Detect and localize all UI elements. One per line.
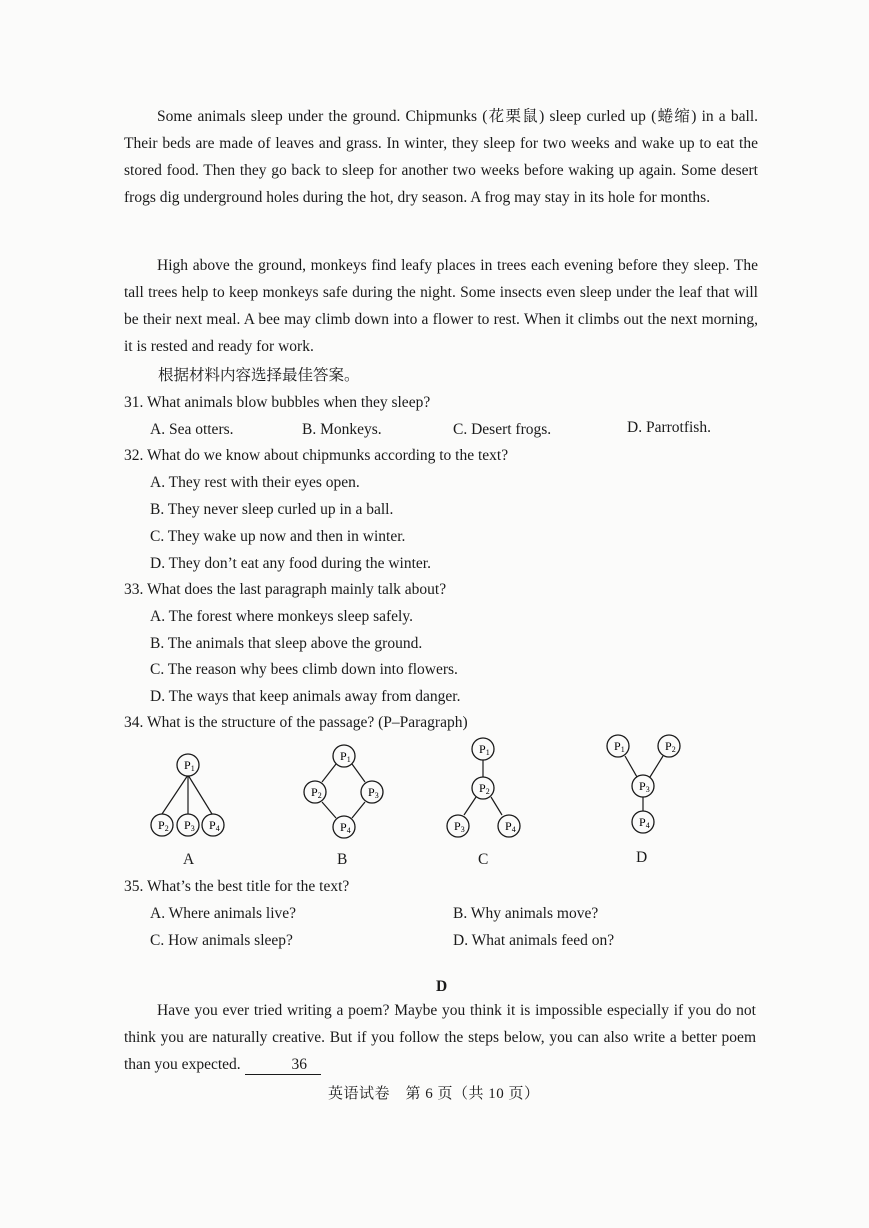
paragraph-node-label: P4 — [505, 819, 516, 834]
q31-option-b[interactable]: B. Monkeys. — [302, 421, 382, 438]
q35-option-d[interactable]: D. What animals feed on? — [453, 932, 615, 949]
connector-line — [650, 756, 663, 777]
question-33-stem: 33. What does the last paragraph mainly talk about? — [124, 581, 447, 598]
diagram-label-a: A — [183, 851, 195, 868]
connector-line — [322, 802, 336, 818]
passage-paragraph-1: Some animals sleep under the ground. Chipmunks (花栗鼠) sleep curled up (蜷缩) in a ball. Their beds are made of leaves and grass. In winter, they sleep for two weeks and wake up to eat the stored food. Then they go back to sleep for another two weeks before waking up again. Some desert frogs dig underground holes during the hot, dry season. A frog may stay in its hole for months. — [124, 108, 758, 206]
q32-option-d[interactable]: D. They don’t eat any food during the winter. — [150, 555, 431, 572]
paragraph-node-label: P4 — [209, 818, 220, 833]
diagram-label-b: B — [337, 851, 348, 868]
paragraph-node-label: P1 — [184, 758, 195, 773]
section-d-paragraph — [124, 997, 756, 1077]
connector-line — [322, 764, 336, 782]
q35-option-a[interactable]: A. Where animals live? — [150, 905, 297, 922]
q35-option-c[interactable]: C. How animals sleep? — [150, 932, 293, 949]
q31-option-a[interactable]: A. Sea otters. — [150, 421, 234, 438]
paragraph-node-label: P1 — [479, 742, 490, 757]
question-32-stem: 32. What do we know about chipmunks according to the text? — [124, 447, 509, 464]
q31-option-d[interactable]: D. Parrotfish. — [627, 419, 711, 436]
diagram-option-c[interactable] — [447, 738, 520, 837]
paragraph-node-label: P2 — [311, 785, 322, 800]
connector-line — [188, 775, 212, 814]
connector-line — [491, 797, 502, 815]
paragraph-node-label: P4 — [340, 820, 351, 835]
paragraph-node-label: P3 — [454, 819, 465, 834]
q31-option-c[interactable]: C. Desert frogs. — [453, 421, 552, 438]
paragraph-node-label: P2 — [479, 781, 490, 796]
q33-option-d[interactable]: D. The ways that keep animals away from danger. — [150, 688, 461, 705]
passage-paragraph-2: High above the ground, monkeys find leafy places in trees each evening before they sleep. The tall trees help to keep monkeys safe during the night. Some insects even sleep under the leaf that will be their next meal. A bee may climb down into a flower to rest. When it climbs out the next morning, it is rested and ready for work. — [124, 257, 758, 355]
structure-diagrams — [0, 732, 869, 872]
paragraph-node-label: P3 — [368, 785, 379, 800]
paragraph-node-label: P1 — [614, 739, 625, 754]
paragraph-node-label: P3 — [639, 779, 650, 794]
q35-option-b[interactable]: B. Why animals move? — [453, 905, 599, 922]
question-35-stem: 35. What’s the best title for the text? — [124, 878, 350, 895]
paragraph-node-label: P3 — [184, 818, 195, 833]
question-31-stem: 31. What animals blow bubbles when they sleep? — [124, 394, 431, 411]
q33-option-c[interactable]: C. The reason why bees climb down into flowers. — [150, 661, 458, 678]
q33-option-a[interactable]: A. The forest where monkeys sleep safely. — [150, 608, 413, 625]
q32-option-a[interactable]: A. They rest with their eyes open. — [150, 474, 360, 491]
connector-line — [352, 802, 365, 818]
diagram-option-a[interactable] — [151, 754, 224, 836]
paragraph-node-label: P2 — [158, 818, 169, 833]
instruction: 根据材料内容选择最佳答案。 — [158, 367, 360, 384]
q32-option-b[interactable]: B. They never sleep curled up in a ball. — [150, 501, 394, 518]
page-footer: 英语试卷 第 6 页（共 10 页） — [328, 1086, 540, 1102]
connector-line — [625, 756, 637, 777]
paragraph-node-label: P2 — [665, 739, 676, 754]
q32-option-c[interactable]: C. They wake up now and then in winter. — [150, 528, 406, 545]
diagram-option-b[interactable] — [304, 745, 383, 838]
connector-line — [464, 797, 476, 815]
paragraph-node-label: P4 — [639, 815, 650, 830]
connector-line — [352, 764, 365, 782]
question-34-stem: 34. What is the structure of the passage? (P–Paragraph) — [124, 714, 468, 731]
connector-line — [162, 775, 188, 814]
section-d-text: Have you ever tried writing a poem? Maybe you think it is impossible especially if you do not think you are naturally creative. But if you follow the steps below, you can also write a better poem than you expected. — [124, 1002, 756, 1073]
diagram-option-d[interactable] — [607, 735, 680, 833]
paragraph-node-label: P1 — [340, 749, 351, 764]
section-d-heading: D — [436, 978, 448, 995]
q33-option-b[interactable]: B. The animals that sleep above the ground. — [150, 635, 423, 652]
blank-36[interactable]: 36 — [245, 1056, 322, 1075]
diagram-label-d: D — [636, 849, 648, 866]
diagram-label-c: C — [478, 851, 489, 868]
